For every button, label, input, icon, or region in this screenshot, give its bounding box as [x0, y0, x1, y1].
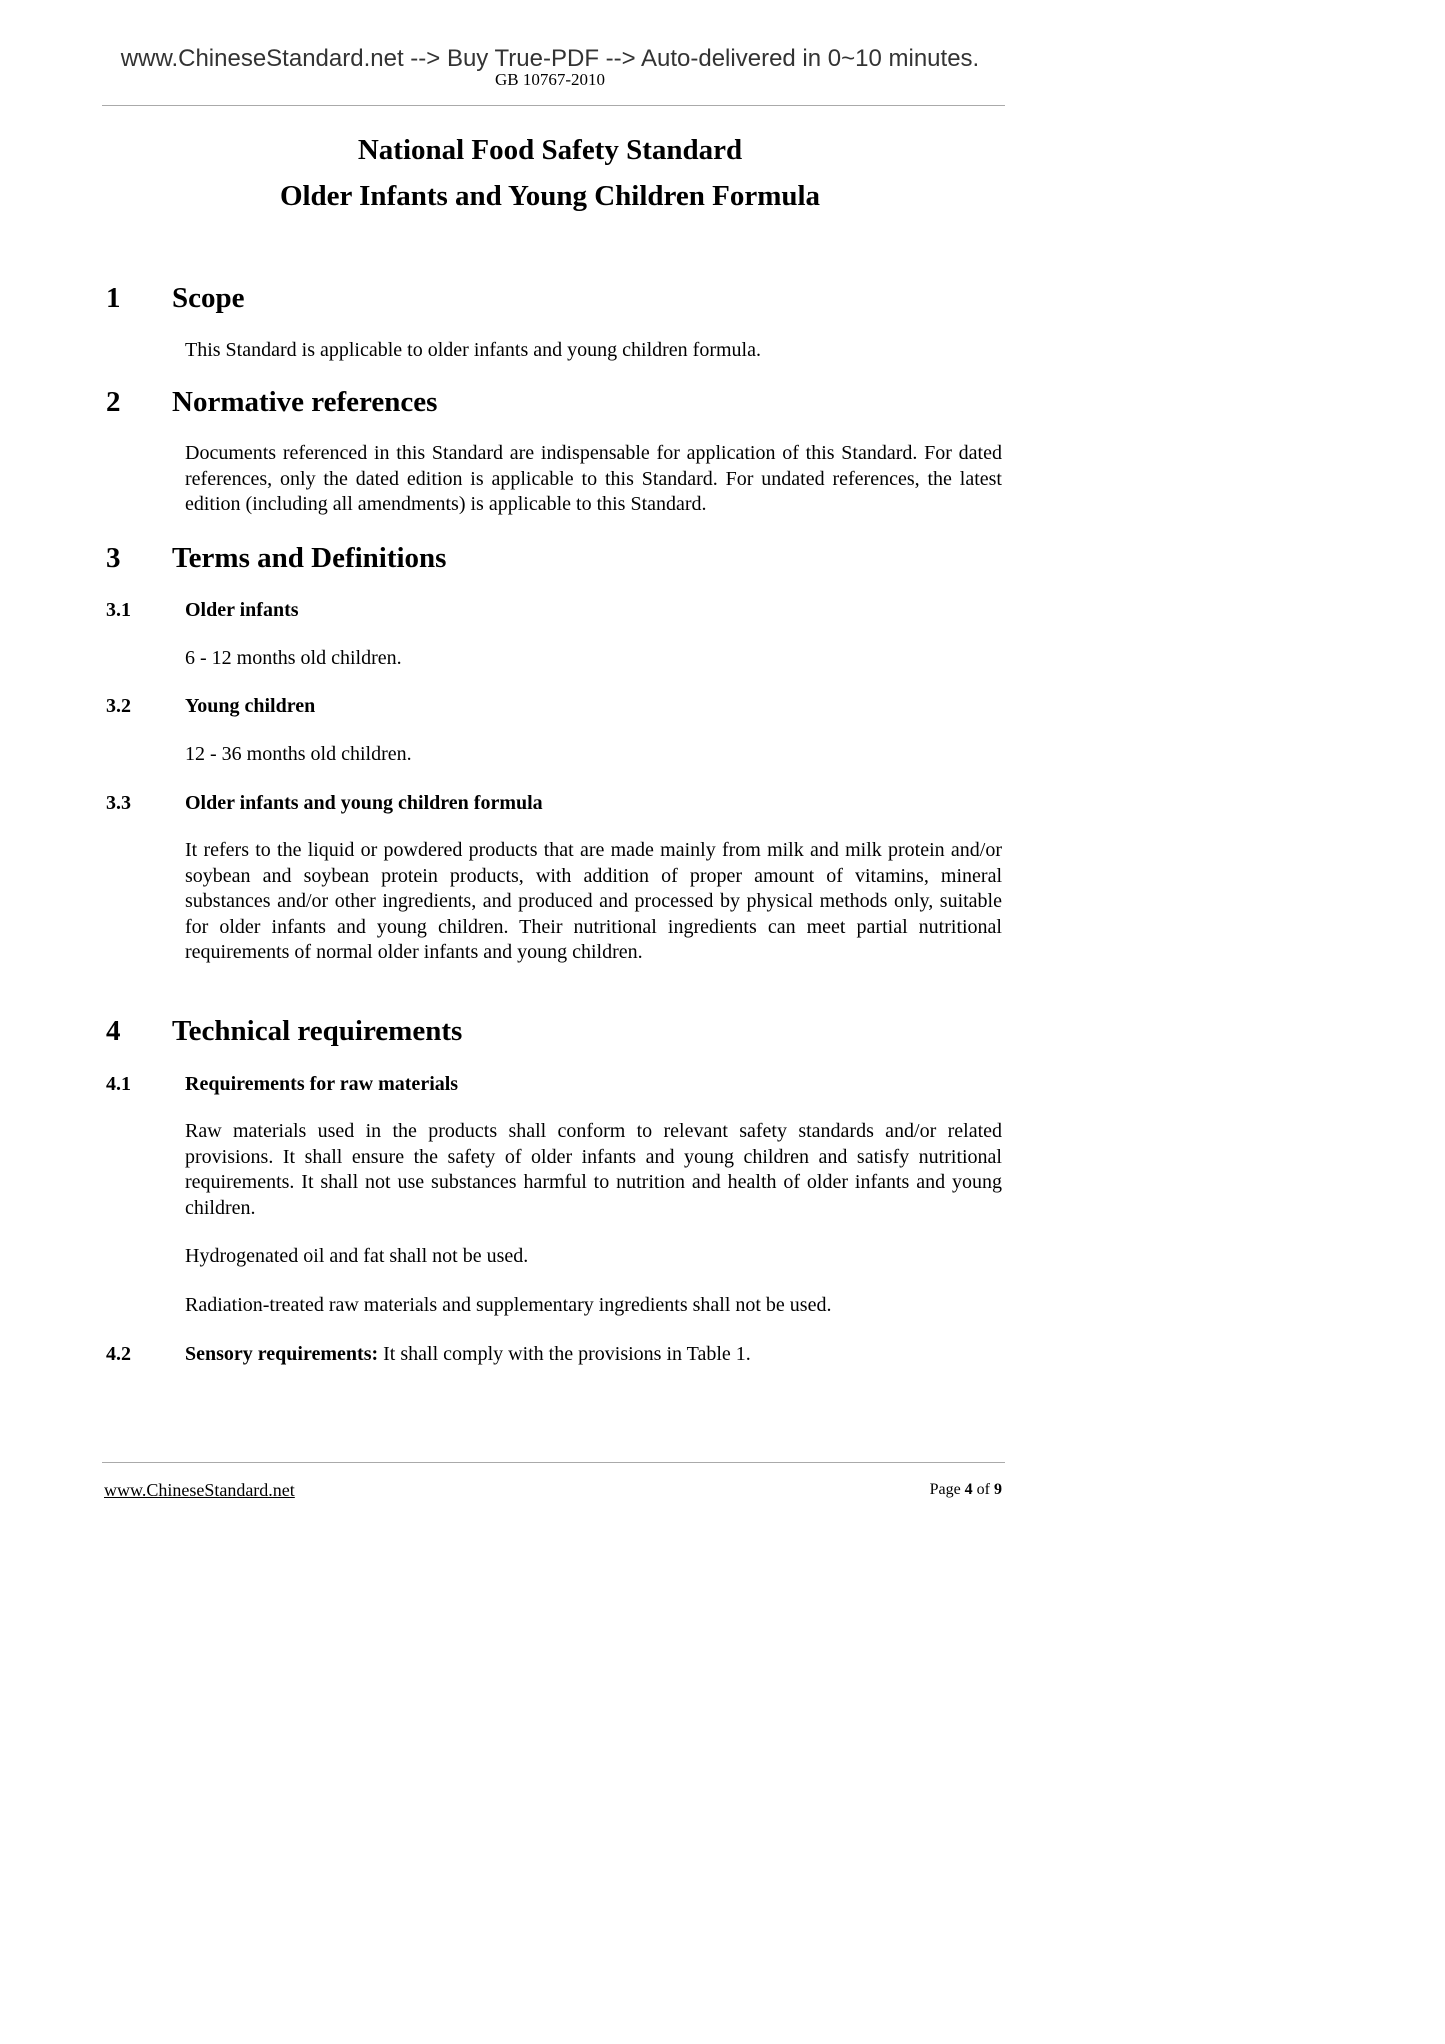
section-4-1-paragraph-3: Radiation-treated raw materials and supplementary ingredients shall not be used. — [185, 1294, 832, 1316]
section-3-2-text: 12 - 36 months old children. — [185, 743, 412, 765]
section-4-2-line — [185, 1341, 751, 1367]
section-4-1-paragraph-1: Raw materials used in the products shall conform to relevant safety standards and/or related provisions. It shall ensure the safety of older infants and young children and satisfy nutritional requirements. It shall not use substances harmful to nutrition and health of older infants and young children. — [185, 1120, 1002, 1219]
section-3-number: 3 — [106, 542, 121, 574]
document-title: National Food Safety Standard — [357, 134, 743, 166]
section-4-2-number: 4.2 — [106, 1343, 131, 1365]
section-4-1-number: 4.1 — [106, 1073, 131, 1095]
section-4-1-paragraph-2: Hydrogenated oil and fat shall not be used. — [185, 1245, 529, 1267]
page-prefix: Page — [929, 1481, 965, 1498]
section-4-1-heading: Requirements for raw materials — [185, 1073, 459, 1095]
section-3-3-number: 3.3 — [106, 792, 131, 814]
page-total: 9 — [994, 1481, 1002, 1498]
section-3-3-text: It refers to the liquid or powdered products that are made mainly from milk and milk protein and/or soybean and soybean protein products, with addition of proper amount of vitamins, mineral substances and/or other ingredients, and produced and processed by physical methods only, suitable for older infants and young children. Their nutritional ingredients can meet partial nutritional requirements of normal older infants and young children. — [185, 839, 1002, 964]
section-3-1-heading: Older infants — [185, 599, 299, 621]
section-4-number: 4 — [106, 1015, 121, 1047]
footer-site-link[interactable]: www.ChineseStandard.net — [104, 1480, 295, 1500]
section-2-heading: Normative references — [172, 386, 438, 418]
section-3-1-text: 6 - 12 months old children. — [185, 647, 402, 669]
section-3-2-number: 3.2 — [106, 695, 131, 717]
standard-code: GB 10767-2010 — [494, 70, 606, 89]
section-1-text: This Standard is applicable to older infants and young children formula. — [185, 339, 761, 361]
section-1-number: 1 — [106, 282, 121, 314]
section-4-2-heading: Sensory requirements: — [185, 1343, 379, 1365]
footer-divider — [102, 1462, 1005, 1463]
section-2-number: 2 — [106, 386, 121, 418]
page-separator: of — [972, 1481, 994, 1498]
section-3-1-number: 3.1 — [106, 599, 131, 621]
section-3-3-heading: Older infants and young children formula — [185, 792, 543, 814]
section-3-heading: Terms and Definitions — [172, 542, 447, 574]
page-indicator — [930, 1481, 1002, 1499]
banner-text: www.ChineseStandard.net --> Buy True-PDF --> Auto-delivered in 0~10 minutes. — [120, 45, 980, 72]
section-4-heading: Technical requirements — [172, 1015, 463, 1047]
document-subtitle: Older Infants and Young Children Formula — [279, 180, 821, 212]
header-divider — [102, 105, 1005, 106]
section-2-text: Documents referenced in this Standard are indispensable for application of this Standard. For dated references, only the dated edition is applicable to this Standard. For undated references, the latest edition (including all amendments) is applicable to this Standard. — [185, 442, 1002, 516]
section-1-heading: Scope — [172, 282, 245, 314]
page-current: 4 — [964, 1481, 973, 1498]
section-3-2-heading: Young children — [185, 695, 316, 717]
section-4-2-text: It shall comply with the provisions in Table 1. — [378, 1343, 751, 1365]
